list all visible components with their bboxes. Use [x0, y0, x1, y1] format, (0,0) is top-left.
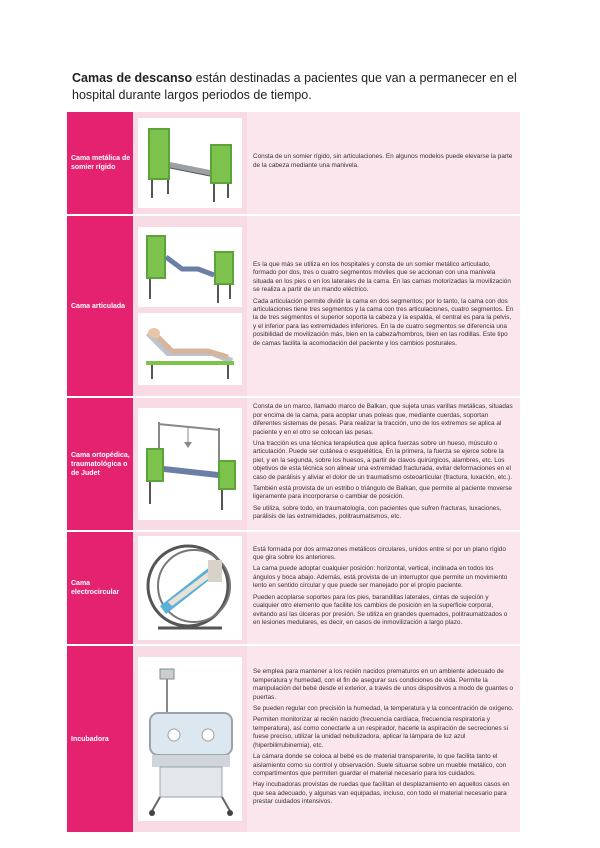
description-paragraph: Se utiliza, sobre todo, en traumatología, con pacientes que sufren fracturas, luxaciones, parálisis de las extremidades, politraumatismos, etc.	[253, 504, 502, 521]
row-description	[247, 532, 520, 644]
incubator-image	[138, 657, 242, 821]
description-paragraph: Permiten monitorizar al recién nacido (frecuencia cardíaca, frecuencia respiratoria y temperatura), así como conectarle a un respirador, hacerle la aspiración de secreciones si fuese preciso, utilizar la unidad nebulizadora, aplicar la lámpara de luz azul (hiperbilirrubinemia), etc.	[253, 716, 509, 749]
row-description	[247, 112, 520, 214]
articulated-bed-image	[138, 227, 242, 307]
rigid-bed-image	[138, 118, 242, 208]
description-paragraph: Es la que más se utiliza en los hospitales y consta de un somier metálico articulado, formado por dos, tres o cuatro segmentos móviles que se accionan con una manivela situada en los pies o en los laterales de la cama. En las camas motorizadas la movilización se realiza a partir de un mando eléctrico.	[253, 260, 511, 294]
table-row	[67, 216, 520, 396]
row-label: Cama ortopédica, traumatológica o de Judet	[67, 398, 133, 530]
description-paragraph: Cada articulación permite dividir la cama en dos segmentos; por lo tanto, la cama con dos articulaciones tiene tres segmentos y la cama con tres articulaciones, cuatro segmentos. En la de tres segmentos el superior soporta la cabeza y la espalda, el central es para la pelvis, y el inferior para las extremidades inferiores. En la de cuatro segmentos se diferencia una posibilidad de movilización más, bien en la cabeza/hombros, bien en las rodillas. Este tipo de camas facilita la acomodación del paciente y los cambios posturales.	[253, 297, 514, 347]
description-paragraph: La cámara donde se coloca al bebé es de material transparente, lo que facilita tanto el aislamiento como su control y observación. Suele situarse sobre un mueble metálico, con compartimentos que permiten guardar el material necesario para los cuidados.	[253, 753, 507, 777]
description-paragraph: Consta de un somier rígido, sin articulaciones. En algunos modelos puede elevarse la parte de la cabeza mediante una manivela.	[253, 153, 513, 169]
table-row	[67, 398, 520, 530]
row-label: Cama electrocircular	[67, 532, 133, 644]
description-paragraph: Se emplea para mantener a los recién nacidos prematuros en un ambiente adecuado de temperatura y humedad, con el fin de asegurar sus condiciones de vida. Permite la manipulación del bebé desde el exterior, a través de unos dispositivos a modo de guantes o puertas.	[253, 668, 514, 701]
intro-paragraph	[72, 70, 532, 104]
description-paragraph: También está provista de un estribo o triángulo de Balkan, que permite al paciente moverse ligeramente para incorporarse o cambiar de posición.	[253, 485, 512, 501]
description-paragraph: Hay incubadoras provistas de ruedas que facilitan el desplazamiento en aquellos casos en que sea adecuado, y algunas van equipadas, incluso, con todo el material necesario para prestar cuidados intensivos.	[253, 781, 510, 806]
description-paragraph: Se pueden regular con precisión la humedad, la temperatura y la concentración de oxígeno.	[253, 705, 514, 713]
image-cell	[133, 646, 247, 832]
description-paragraph: Consta de un marco, llamado marco de Balkan, que sujeta unas varillas metálicas, situadas por encima de la cama, para acoplar unas poleas que, mediante cuerdas, soportan diferentes sistemas de pesas. Para realizar la tracción, uno de los extremos se aplica al paciente y en el otro se colocan las pesas.	[253, 403, 513, 436]
row-description	[247, 398, 520, 530]
row-label: Cama metálica de somier rígido	[67, 112, 133, 214]
intro-text: están destinadas a pacientes que van a permanecer en el hospital durante largos periodos de tiempo.	[72, 71, 517, 102]
image-cell	[133, 112, 247, 214]
intro-bold: Camas de descanso	[72, 71, 193, 85]
patient-on-articulated-bed-image	[138, 313, 242, 385]
description-paragraph: La cama puede adoptar cualquier posición: horizontal, vertical, inclinada en todos los ángulos y boca abajo. Además, está provista de un interruptor que permite un movimiento lento en sentido circular y que puede ser manejado por el propio paciente.	[253, 565, 508, 590]
description-paragraph: Está formada por dos armazones metálicos circulares, unidos entre sí por un plano rígido que gira sobre los anteriores.	[253, 545, 506, 562]
image-cell	[133, 532, 247, 644]
row-description	[247, 646, 520, 832]
bed-types-table	[67, 112, 520, 834]
row-description	[247, 216, 520, 396]
description-paragraph: Pueden acoplarse soportes para los pies, barandillas laterales, cintas de sujeción y cualquier otro elemento que facilite los cambios de posición en la superficie corporal, evitando así las úlceras por presión. Se utiliza en grandes quemados, politraumatizados o en lesiones medulares, es decir, en casos de inmovilización a largo plazo.	[253, 593, 508, 626]
row-label: Incubadora	[67, 646, 133, 832]
table-row	[67, 646, 520, 832]
table-row	[67, 532, 520, 644]
orthopedic-bed-image	[138, 408, 242, 520]
row-label: Cama articulada	[67, 216, 133, 396]
image-cell	[133, 216, 247, 396]
image-cell	[133, 398, 247, 530]
table-row	[67, 112, 520, 214]
electrocircular-bed-image	[138, 536, 242, 640]
description-paragraph: Una tracción es una técnica terapéutica que aplica fuerzas sobre un hueso, músculo o articulación. Puede ser cutánea o esquelética. En la primera, la fuerza se ejerce sobre la piel, y en la segunda, sobre los huesos, a partir de clavos quirúrgicos, alambres, etc. Los objetivos de esta técnica son alinear una extremidad fracturada, evitar deformaciones en el caso de parálisis y aliviar el dolor de un traumatismo osteoarticular (fractura, luxación, etc.).	[253, 439, 512, 481]
